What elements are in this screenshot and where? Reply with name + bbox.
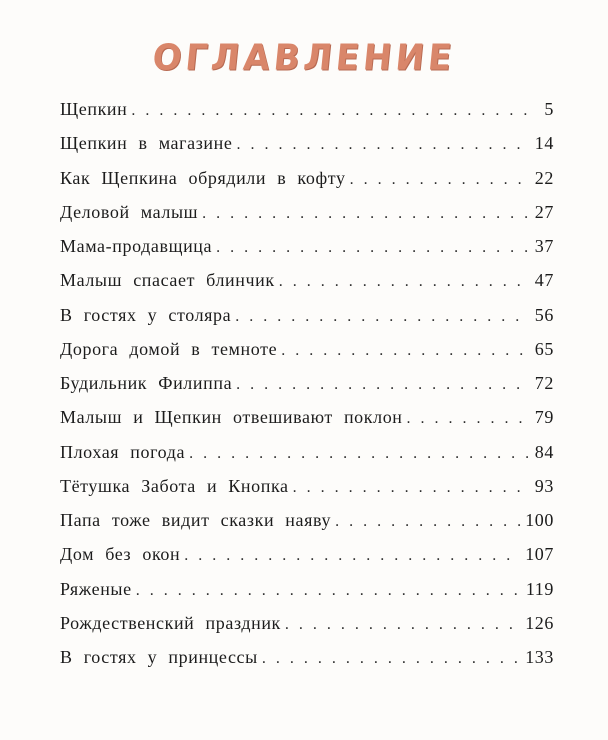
toc-leader-dots [235,308,528,326]
toc-leader-dots [285,616,521,634]
toc-entry-page: 65 [534,338,554,359]
toc-entry [60,133,554,167]
toc-entry [60,99,554,133]
toc-entry-title: Как Щепкина обрядили в кофту [60,167,346,188]
toc-entry-title: В гостях у столяра [60,304,232,325]
toc-entry-page: 119 [525,578,554,599]
toc-entry-title: Папа тоже видит сказки наяву [60,510,332,530]
toc-entry-page: 47 [534,270,554,291]
toc-entry-title: Мама-продавщица [60,236,213,256]
toc-entry-title: Тётушка Забота и Кнопка [60,475,289,496]
toc-entry [60,544,554,578]
toc-entry-page: 27 [534,201,554,222]
toc-leader-dots [350,171,528,189]
toc-entry-page: 56 [534,304,554,325]
toc-entry-title: В гостях у принцессы [60,647,258,667]
toc-entry [60,305,554,339]
toc-entry-page: 84 [534,441,554,462]
toc-leader-dots [202,205,528,223]
toc-leader-dots [131,102,528,120]
toc-leader-dots [236,136,528,154]
toc-entry-title: Рождественский праздник [60,612,281,633]
toc-leader-dots [236,376,528,394]
toc-leader-dots [184,547,521,565]
toc-entry [60,476,554,510]
toc-entry-page: 107 [525,544,554,565]
toc-entry-page: 14 [534,133,554,154]
toc-leader-dots [136,582,522,600]
toc-entry [60,647,554,681]
toc-entry-page: 72 [534,373,554,393]
toc-entry [60,373,554,407]
toc-entry-page: 93 [534,475,554,496]
toc-entry-page: 126 [525,612,554,633]
table-of-contents [60,98,554,681]
toc-entry [60,442,554,476]
toc-entry-title: Деловой малыш [60,201,199,222]
toc-entry-title: Будильник Филиппа [60,373,233,393]
toc-entry [60,613,554,647]
toc-entry [60,270,554,304]
toc-leader-dots [335,513,521,531]
toc-entry [60,236,554,270]
toc-entry-title: Малыш спасает блинчик [60,270,275,291]
toc-entry-title: Ряженые [60,578,132,599]
toc-entry-title: Малыш и Щепкин отвешивают поклон [60,407,403,428]
toc-entry-title: Щепкин [60,99,128,119]
toc-leader-dots [216,239,528,257]
toc-entry [60,202,554,236]
toc-entry [60,579,554,613]
toc-leader-dots [262,650,521,668]
toc-entry-title: Щепкин в магазине [60,133,233,154]
toc-entry-page: 37 [534,236,554,256]
toc-entry [60,510,554,544]
toc-entry-title: Дорога домой в темноте [60,338,278,359]
toc-entry-page: 5 [544,99,554,119]
page-title: ОГЛАВЛЕНИЕ [150,37,458,79]
toc-entry [60,339,554,373]
toc-entry [60,168,554,202]
toc-leader-dots [189,445,528,463]
toc-entry-page: 100 [525,510,554,530]
toc-entry-page: 22 [534,167,554,188]
toc-leader-dots [281,342,528,360]
toc-entry [60,407,554,441]
toc-entry-page: 133 [525,647,554,667]
toc-leader-dots [407,410,528,428]
toc-leader-dots [279,273,528,291]
toc-entry-title: Плохая погода [60,441,186,462]
toc-entry-title: Дом без окон [60,544,181,565]
toc-entry-page: 79 [534,407,554,428]
toc-leader-dots [293,479,528,497]
